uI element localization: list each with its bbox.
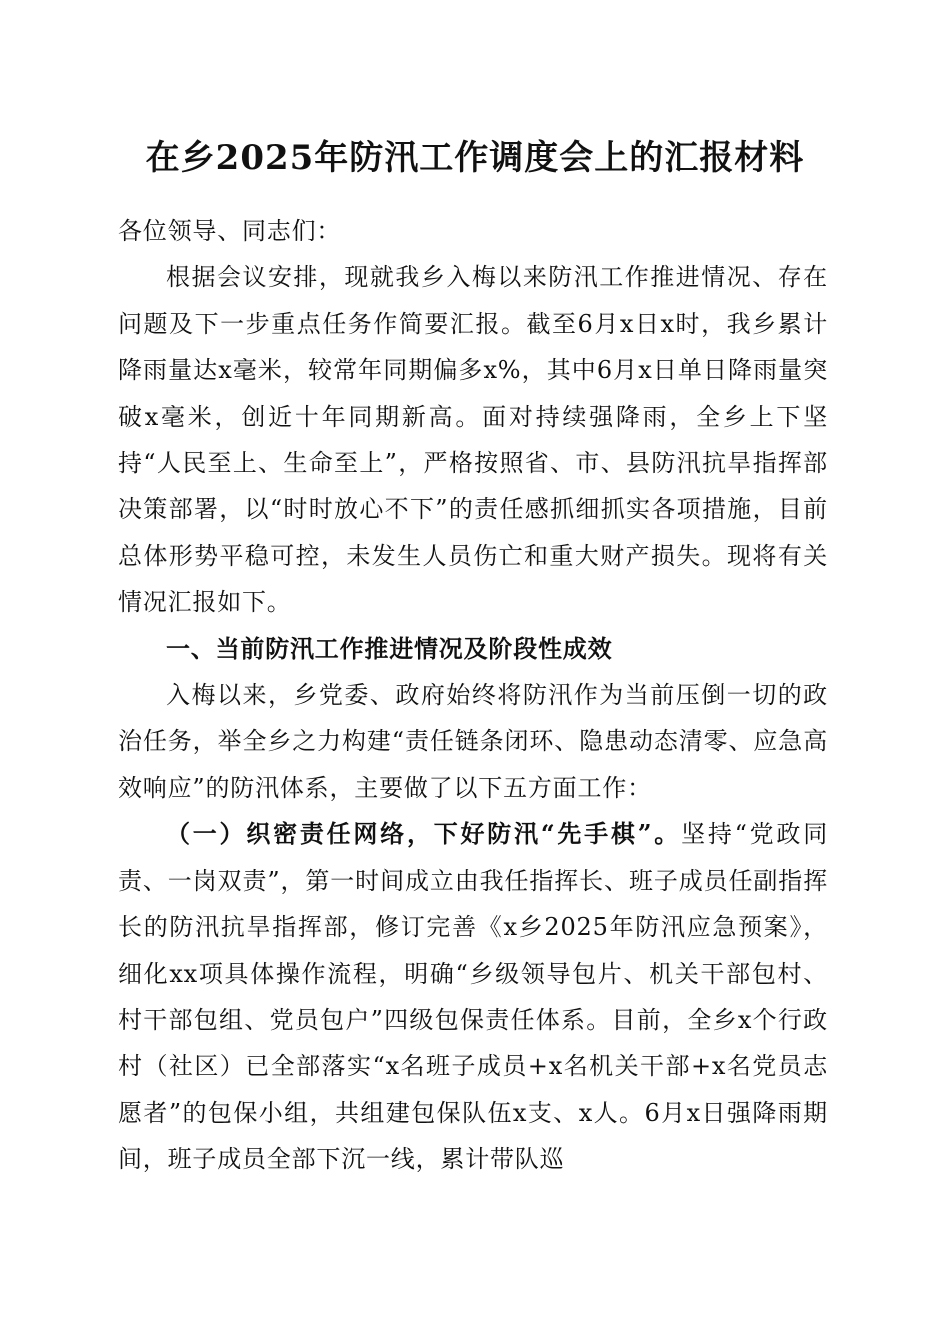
section-heading-1: 一、当前防汛工作推进情况及阶段性成效 bbox=[166, 634, 613, 663]
subsection-1-paragraph bbox=[118, 811, 828, 1182]
document-title: 在乡2025年防汛工作调度会上的汇报材料 bbox=[145, 138, 805, 178]
greeting: 各位领导、同志们： bbox=[118, 217, 342, 245]
intro-paragraph: 根据会议安排，现就我乡入梅以来防汛工作推进情况、存在问题及下一步重点任务作简要汇报。截至6月x日x时，我乡累计降雨量达x毫米，较常年同期偏多x%，其中6月x日单日降雨量突破x毫米，创近十年同期新高。面对持续强降雨，全乡上下坚持“人民至上、生命至上”，严格按照省、市、县防汛抗旱指挥部决策部署，以“时时放心不下”的责任感抓细抓实各项措施，目前总体形势平稳可控，未发生人员伤亡和重大财产损失。现将有关情况汇报如下。 bbox=[118, 263, 828, 617]
subsection-1-lead: （一）织密责任网络，下好防汛“先手棋”。 bbox=[166, 819, 682, 849]
subsection-1-body: 坚持“党政同责、一岗双责”，第一时间成立由我任指挥长、班子成员任副指挥长的防汛抗旱指挥部，修订完善《x乡2025年防汛应急预案》，细化xx项具体操作流程，明确“乡级领导包片、机关干部包村、村干部包组、党员包户”四级包保责任体系。目前，全乡x个行政村（社区）已全部落实“x名班子成员+x名机关干部+x名党员志愿者”的包保小组，共组建包保队伍x支、x人。6月x日强降雨期间，班子成员全部下沉一线，累计带队巡 bbox=[118, 820, 828, 1174]
section-1-paragraph: 入梅以来，乡党委、政府始终将防汛作为当前压倒一切的政治任务，举全乡之力构建“责任链条闭环、隐患动态清零、应急高效响应”的防汛体系，主要做了以下五方面工作： bbox=[118, 681, 828, 802]
document-body bbox=[118, 208, 828, 1183]
